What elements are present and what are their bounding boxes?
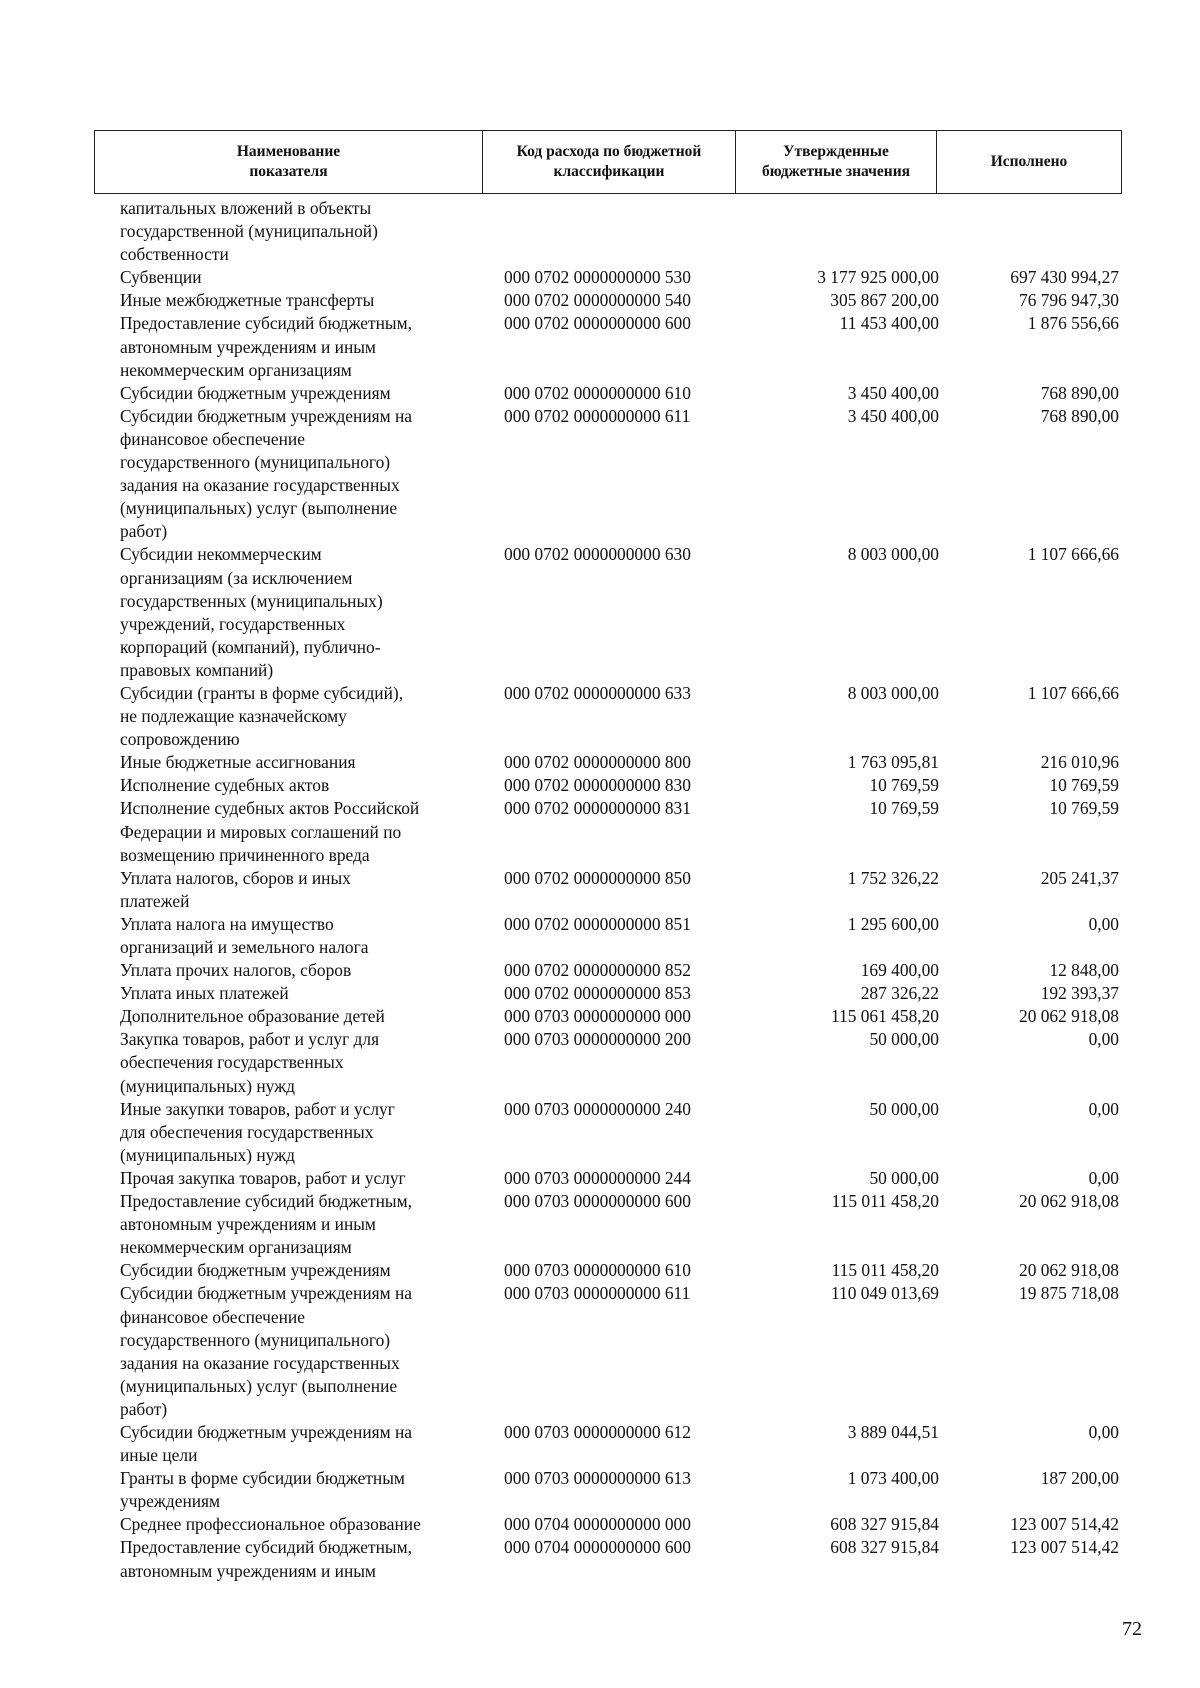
table-row — [0, 959, 1200, 982]
row-name-cell: Предоставление субсидий бюджетным, автономным учреждениям и иным некоммерческим организациям — [120, 313, 412, 380]
row-name-cell: Субсидии бюджетным учреждениям на финансовое обеспечение государственного (муниципального) задания на оказание государственных (муниципальных) услуг (выполнение работ) — [120, 405, 412, 542]
table-row — [0, 751, 1200, 774]
row-name-cell: Иные бюджетные ассигнования — [120, 752, 356, 773]
header-code-column: Код расхода по бюджетной классификации — [483, 131, 736, 193]
table-row — [0, 1098, 1200, 1167]
row-name-cell: Субсидии (гранты в форме субсидий), не подлежащие казначейскому сопровождению — [120, 682, 404, 750]
row-name-cell: Субсидии некоммерческим организациям (за исключением государственных (муниципальных) учреждений, государственных корпораций (компаний), публично- правовых компаний) — [120, 544, 383, 680]
row-code-cell: 000 0704 0000000000 000 — [504, 1514, 691, 1535]
row-code-cell: 000 0702 0000000000 611 — [504, 405, 691, 426]
row-name-cell: Иные закупки товаров, работ и услуг для обеспечения государственных (муниципальных) нужд — [120, 1098, 395, 1165]
row-approved-cell: 608 327 915,84 — [830, 1514, 939, 1535]
row-done-cell: 20 062 918,08 — [1019, 1191, 1119, 1212]
table-row — [0, 1467, 1200, 1513]
row-approved-cell: 8 003 000,00 — [847, 682, 939, 703]
row-code-cell: 000 0702 0000000000 633 — [504, 682, 691, 703]
row-approved-cell: 287 326,22 — [860, 983, 939, 1004]
row-code-cell: 000 0702 0000000000 831 — [504, 798, 691, 819]
row-name-cell: Прочая закупка товаров, работ и услуг — [120, 1167, 406, 1188]
row-name-cell: Исполнение судебных актов Российской Федерации и мировых соглашений по возмещению причиненного вреда — [120, 798, 420, 865]
row-name-cell: Уплата прочих налогов, сборов — [120, 960, 352, 981]
table-row — [0, 797, 1200, 866]
header-done-column: Исполнено — [990, 153, 1068, 170]
row-approved-cell — [734, 197, 939, 266]
table-row — [0, 1028, 1200, 1097]
row-code-cell: 000 0702 0000000000 800 — [504, 752, 691, 773]
row-done-cell: 76 796 947,30 — [1019, 290, 1119, 311]
table-row — [0, 867, 1200, 913]
row-code-cell: 000 0703 0000000000 613 — [504, 1468, 691, 1489]
row-done-cell: 0,00 — [1088, 1167, 1119, 1188]
row-name-cell: капитальных вложений в объекты государственной (муниципальной) собственности — [120, 198, 378, 265]
row-name-cell: Среднее профессиональное образование — [120, 1514, 421, 1535]
row-code-cell: 000 0702 0000000000 600 — [504, 313, 691, 334]
row-done-cell: 1 107 666,66 — [1027, 682, 1119, 703]
row-approved-cell: 3 889 044,51 — [847, 1421, 939, 1442]
row-name-cell: Субсидии бюджетным учреждениям на иные цели — [120, 1421, 412, 1466]
table-row — [0, 1282, 1200, 1421]
table-row — [0, 289, 1200, 312]
row-done-cell — [939, 197, 1119, 266]
table-row — [0, 382, 1200, 405]
row-name-cell: Субсидии бюджетным учреждениям — [120, 382, 391, 403]
row-done-cell: 0,00 — [1088, 913, 1119, 934]
table-row — [0, 405, 1200, 544]
row-done-cell: 123 007 514,42 — [1010, 1537, 1119, 1558]
row-approved-cell: 110 049 013,69 — [830, 1283, 939, 1304]
row-name-cell: Субсидии бюджетным учреждениям на финансовое обеспечение государственного (муниципального) задания на оказание государственных (муниципальных) услуг (выполнение работ) — [120, 1283, 412, 1419]
table-row — [0, 1167, 1200, 1190]
row-done-cell: 20 062 918,08 — [1019, 1260, 1119, 1281]
row-approved-cell: 50 000,00 — [869, 1167, 939, 1188]
row-done-cell: 0,00 — [1088, 1421, 1119, 1442]
row-code-cell: 000 0703 0000000000 612 — [504, 1421, 691, 1442]
row-code-cell: 000 0703 0000000000 600 — [504, 1191, 691, 1212]
row-code-cell: 000 0702 0000000000 853 — [504, 983, 691, 1004]
row-done-cell: 123 007 514,42 — [1010, 1514, 1119, 1535]
row-approved-cell: 10 769,59 — [869, 775, 939, 796]
row-code-cell — [504, 197, 734, 266]
row-approved-cell: 50 000,00 — [869, 1098, 939, 1119]
row-name-cell: Предоставление субсидий бюджетным, автономным учреждениям и иным — [120, 1537, 412, 1581]
row-name-cell: Исполнение судебных актов — [120, 775, 330, 796]
row-done-cell: 12 848,00 — [1049, 960, 1119, 981]
row-done-cell: 768 890,00 — [1040, 405, 1119, 426]
row-approved-cell: 10 769,59 — [869, 798, 939, 819]
row-approved-cell: 115 011 458,20 — [831, 1260, 939, 1281]
table-header — [94, 130, 1122, 194]
row-code-cell: 000 0702 0000000000 830 — [504, 775, 691, 796]
row-done-cell: 19 875 718,08 — [1019, 1283, 1119, 1304]
row-code-cell: 000 0702 0000000000 530 — [504, 267, 691, 288]
row-code-cell: 000 0703 0000000000 611 — [504, 1283, 691, 1304]
row-done-cell: 697 430 994,27 — [1010, 267, 1119, 288]
row-done-cell: 10 769,59 — [1049, 775, 1119, 796]
row-done-cell: 0,00 — [1088, 1098, 1119, 1119]
row-name-cell: Дополнительное образование детей — [120, 1006, 385, 1027]
row-done-cell: 1 876 556,66 — [1027, 313, 1119, 334]
row-approved-cell: 11 453 400,00 — [839, 313, 939, 334]
row-name-cell: Закупка товаров, работ и услуг для обеспечения государственных (муниципальных) нужд — [120, 1029, 380, 1096]
row-name-cell: Предоставление субсидий бюджетным, автономным учреждениям и иным некоммерческим организациям — [120, 1191, 412, 1258]
row-done-cell: 0,00 — [1088, 1029, 1119, 1050]
table-row — [0, 913, 1200, 959]
table-row — [0, 1421, 1200, 1467]
row-name-cell: Субвенции — [120, 267, 202, 288]
row-approved-cell: 50 000,00 — [869, 1029, 939, 1050]
row-done-cell: 20 062 918,08 — [1019, 1006, 1119, 1027]
row-approved-cell: 1 295 600,00 — [847, 913, 939, 934]
row-done-cell: 216 010,96 — [1040, 752, 1119, 773]
row-name-cell: Иные межбюджетные трансферты — [120, 290, 375, 311]
row-code-cell: 000 0703 0000000000 244 — [504, 1167, 691, 1188]
row-code-cell: 000 0702 0000000000 850 — [504, 867, 691, 888]
table-row — [0, 1536, 1200, 1582]
row-code-cell: 000 0702 0000000000 630 — [504, 544, 691, 565]
table-row — [0, 543, 1200, 682]
row-done-cell: 10 769,59 — [1049, 798, 1119, 819]
page-number: 72 — [1122, 1618, 1142, 1640]
row-code-cell: 000 0702 0000000000 851 — [504, 913, 691, 934]
row-name-cell: Уплата налога на имущество организаций и земельного налога — [120, 913, 369, 957]
row-code-cell: 000 0702 0000000000 852 — [504, 960, 691, 981]
table-row — [0, 1005, 1200, 1028]
row-approved-cell: 608 327 915,84 — [830, 1537, 939, 1558]
row-name-cell: Субсидии бюджетным учреждениям — [120, 1260, 391, 1281]
row-code-cell: 000 0703 0000000000 000 — [504, 1006, 691, 1027]
row-name-cell: Уплата налогов, сборов и иных платежей — [120, 867, 351, 911]
row-code-cell: 000 0704 0000000000 600 — [504, 1537, 691, 1558]
table-row — [0, 312, 1200, 381]
table-row — [0, 266, 1200, 289]
row-approved-cell: 8 003 000,00 — [847, 544, 939, 565]
row-approved-cell: 1 752 326,22 — [847, 867, 939, 888]
header-name-column: Наименование показателя — [95, 131, 483, 193]
row-name-cell: Гранты в форме субсидии бюджетным учреждениям — [120, 1468, 405, 1512]
row-approved-cell: 3 177 925 000,00 — [817, 267, 939, 288]
row-done-cell: 192 393,37 — [1040, 983, 1119, 1004]
table-row — [0, 982, 1200, 1005]
row-approved-cell: 305 867 200,00 — [830, 290, 939, 311]
row-approved-cell: 3 450 400,00 — [847, 382, 939, 403]
table-row — [0, 197, 1200, 266]
row-code-cell: 000 0702 0000000000 610 — [504, 382, 691, 403]
row-approved-cell: 169 400,00 — [860, 960, 939, 981]
header-approved-column: Утвержденные бюджетные значения — [736, 131, 937, 193]
row-done-cell: 768 890,00 — [1040, 382, 1119, 403]
row-code-cell: 000 0703 0000000000 610 — [504, 1260, 691, 1281]
row-approved-cell: 115 011 458,20 — [831, 1191, 939, 1212]
row-approved-cell: 115 061 458,20 — [830, 1006, 939, 1027]
table-row — [0, 1259, 1200, 1282]
table-body — [0, 197, 1200, 1583]
row-code-cell: 000 0702 0000000000 540 — [504, 290, 691, 311]
row-code-cell: 000 0703 0000000000 200 — [504, 1029, 691, 1050]
table-row — [0, 1513, 1200, 1536]
row-done-cell: 1 107 666,66 — [1027, 544, 1119, 565]
row-code-cell: 000 0703 0000000000 240 — [504, 1098, 691, 1119]
table-row — [0, 774, 1200, 797]
row-approved-cell: 1 763 095,81 — [847, 752, 939, 773]
table-row — [0, 1190, 1200, 1259]
table-row — [0, 682, 1200, 751]
row-approved-cell: 3 450 400,00 — [847, 405, 939, 426]
row-done-cell: 187 200,00 — [1040, 1468, 1119, 1489]
row-done-cell: 205 241,37 — [1040, 867, 1119, 888]
row-name-cell: Уплата иных платежей — [120, 983, 289, 1004]
row-approved-cell: 1 073 400,00 — [847, 1468, 939, 1489]
